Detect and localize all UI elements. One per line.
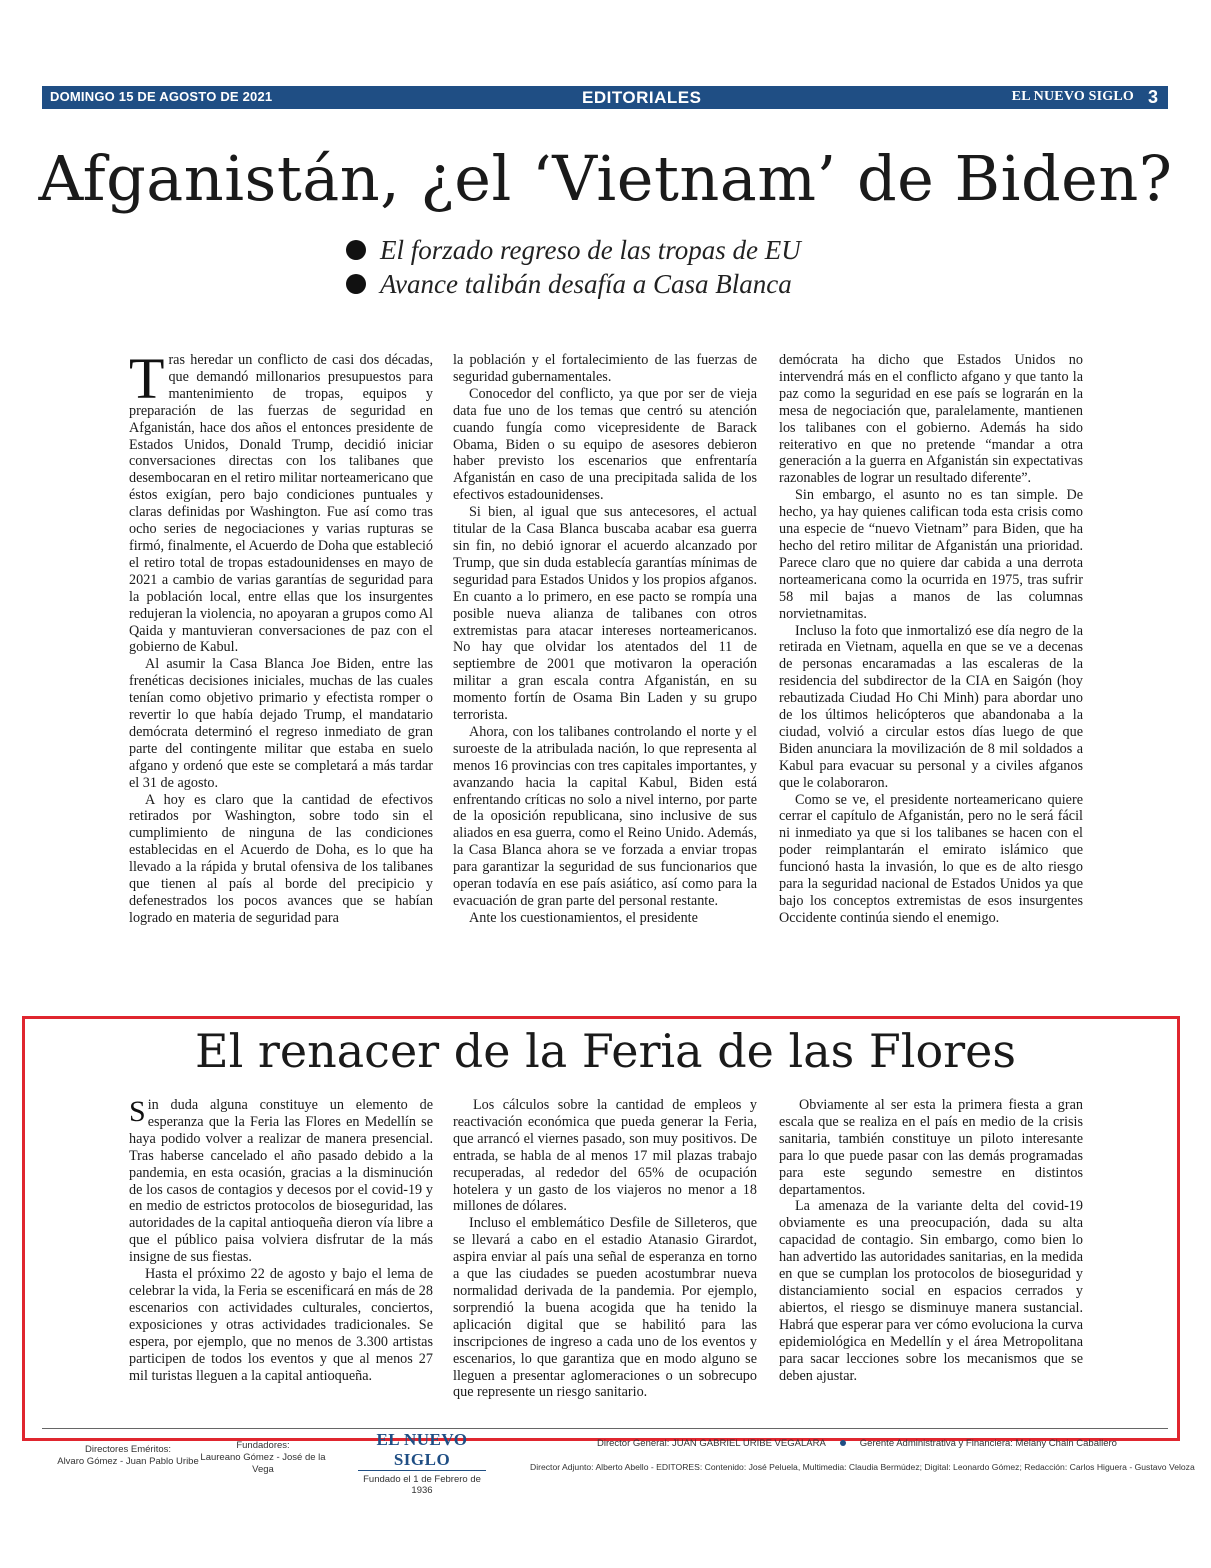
- paragraph: Ante los cuestionamientos, el presidente: [469, 909, 698, 926]
- paragraph: demócrata ha dicho que Estados Unidos no intervendrá más en el conflicto afgano y que tanto la paz como la seguridad en ese país se lograrán en la mesa de negociación que, paralelamente, mantienen los talibanes con el gobierno. Además ha sido reiterativo en que no pretende “mandar a otra generación a la guerra en Afganistán sin expectativas razonables de lograr un resultado diferente”.: [779, 352, 1083, 487]
- paragraph: Sin embargo, el asunto no es tan simple. De hecho, ya hay quienes califican toda esta crisis como una especie de “nuevo Vietnam” para Biden, que ha hecho del retiro militar de Afganistán una prioridad. Parece claro que no quiere dar cabida a una derrota norteamericana como la ocurrida en 1975, tras sufrir 58 mil bajas a manos de las columnas norvietnamitas.: [779, 487, 1083, 622]
- paragraph: Tras heredar un conflicto de casi dos décadas, que demandó millonarios presupuestos para mantenimiento de tropas, equipos y preparación de las fuerzas de seguridad en Afganistán, hace dos años el entonces presidente de Estados Unidos, Donald Trump, decidió iniciar conversaciones directas con los talibanes que desembocaran en el retiro militar norteamericano que éstos exigían, pero bajo condiciones puntuales y claras definidas por Washington. Fue así como tras ocho series de negociaciones y varias rupturas se firmó, finalmente, el Acuerdo de Doha que estableció el retiro total de tropas estadounidenses en mayo de 2021 a cambio de varias garantías de seguridad para la población local, entre ellas que los insurgentes redujeran la violencia, no apoyaran a grupos como Al Qaida y mantuvieran conversaciones de paz con el gobierno de Kabul.: [129, 346, 433, 656]
- fundadores: Fundadores: Laureano Gómez - José de la Vega: [200, 1440, 326, 1475]
- paragraph: A hoy es claro que la cantidad de efectivos retirados por Washington, sobre todo sin el cumplimiento de ninguna de las condiciones establecidas en el Acuerdo de Doha, es lo que ha llevado a la rápida y brutal ofensiva de los talibanes que tienen al país al borde del precipicio y defenestrados los pocos avances que se habían logrado en materia de seguridad para: [129, 791, 433, 926]
- paragraph: Al asumir la Casa Blanca Joe Biden, entre las frenéticas decisiones iniciales, muchas de las cuales tenían como objetivo primario y efectista romper o revertir lo que había dejado Trump, el mandatario demócrata determinó el regreso inmediato de gran parte del contingente militar que estaba en suelo afgano y ordenó que este se completará a más tardar el 31 de agosto.: [129, 656, 433, 791]
- staff-line-2: Director Adjunto: Alberto Abello - EDITORES: Contenido: José Peluela, Multimedia: Claudia Bermúdez; Digital: Leonardo Gómez; Redacción: Carlos Higuera - Gustavo Veloza: [530, 1462, 1195, 1472]
- paragraph: Si bien, al igual que sus antecesores, el actual titular de la Casa Blanca buscaba acabar esa guerra sin fin, no debió ignorar el acuerdo alcanzado por Trump, que sin duda establecía garantías mínimas de seguridad para Estados Unidos y los propios afganos. En cuanto a lo primero, en ese pacto se rompía una posible nueva alianza de talibanes con otros extremistas para atacar intereses norteamericanos. No hay que olvidar los atentados del 11 de septiembre de 2001 que motivaron la operación militar a gran escala contra Afganistán, en su momento fortín de Osama Bin Laden y su grupo terrorista.: [453, 504, 757, 724]
- header-bar: [42, 86, 1168, 109]
- paper-name: EL NUEVO SIGLO: [1011, 89, 1134, 104]
- paragraph: Sin duda alguna constituye un elemento de esperanza que la Feria las Flores en Medellín se haya podido volver a realizar de manera presencial. Tras haberse cancelado el año pasado debido a la pandemia, en esta ocasión, gracias a la disminución de los casos de contagios y decesos por el covid-19 y en medio de estrictos protocolos de bioseguridad, las autoridades de la capital antioqueña dieron vía libre a que el público paisa volviera disfrutar de la más insigne de sus fiestas.: [129, 1095, 433, 1266]
- editorial-2-headline: El renacer de la Feria de las Flores: [195, 1024, 1016, 1078]
- bullet-icon: [346, 240, 366, 260]
- paragraph: Hasta el próximo 22 de agosto y bajo el lema de celebrar la vida, la Feria se escenificará en más de 28 escenarios con actividades culturales, conciertos, exposiciones y otras actividades tradicionales. Se espera, por ejemplo, que no menos de 3.300 artistas participen de todos los eventos y que al menos 27 mil turistas lleguen a la capital antioqueña.: [129, 1266, 433, 1384]
- footer-divider: [42, 1428, 1168, 1429]
- editorial-1-column-2: [453, 352, 757, 927]
- editorial-1-column-3: [779, 352, 1083, 927]
- bullet-icon: [346, 274, 366, 294]
- paragraph: Ahora, con los talibanes controlando el norte y el suroeste de la atribulada nación, lo que representa al menos 16 provincias con tres capitales importantes, y avanzando hacia la capital Kabul, Biden está enfrentando críticas no solo a nivel interno, por parte de la oposición republicana, sino inclusive de sus aliados en esa guerra, como el Reino Unido. Además, la Casa Blanca ahora se ve forzada a enviar tropas para garantizar la seguridad de sus funcionarios que operan todavía en ese país asiático, así como para la evacuación de gran parte del personal restante.: [453, 723, 757, 909]
- subhead: [346, 233, 946, 267]
- paragraph: Incluso el emblemático Desfile de Silleteros, que se llevará a cabo en el estadio Atanasio Girardot, aspira enviar al país una señal de esperanza en torno a que las ciudades se pueden acostumbrar nueva normalidad derivada de la pandemia. Por ejemplo, sorprendió la buena acogida que ha tenido la aplicación digital que se habilitó para las inscripciones de ingreso a cada uno de los eventos y escenarios, lo que garantiza que en modo alguno se lleguen a presentar aglomeraciones o un sobrecupo que represente un riesgo sanitario.: [453, 1215, 757, 1401]
- editorial-2-column-1: [129, 1097, 433, 1384]
- separator-dot-icon: [840, 1440, 846, 1446]
- issue-date: DOMINGO 15 DE AGOSTO DE 2021: [50, 89, 273, 104]
- editorial-1-subheads: [346, 233, 946, 301]
- paragraph: Obviamente al ser esta la primera fiesta a gran escala que se realiza en el país en medio de la crisis sanitaria, también constituye un piloto interesante para lo que puede pasar con las demás programadas para este segundo semestre en distintos departamentos.: [779, 1097, 1083, 1198]
- directores-emeritos: Directores Eméritos: Alvaro Gómez - Juan Pablo Uribe: [57, 1444, 199, 1467]
- paragraph: Como se ve, el presidente norteamericano quiere cerrar el capítulo de Afganistán, pero no le será fácil ni inmediato ya que si los talibanes se hacen con el poder reimplantarán el emirato islámico que funcionó hasta la invasión, lo que es de alto riesgo para la seguridad nacional de Estados Unidos ya que bajo los conceptos extremistas de esos insurgentes Occidente continúa siendo el enemigo.: [779, 791, 1083, 926]
- editorial-1-headline: Afganistán, ¿el ‘Vietnam’ de Biden?: [38, 142, 1173, 215]
- paragraph: La amenaza de la variante delta del covid-19 obviamente es una preocupación, dada su alta capacidad de contagio. Sin embargo, como bien lo han advertido las autoridades sanitarias, en la medida en que se cumplan los protocolos de bioseguridad y distanciamiento social en espacios cerrados y abiertos, el riesgo se disminuye manera sustancial. Habrá que esperar para ver cómo evoluciona la curva epidemiológica en Medellín y el área Metropolitana para sacar lecciones sobre los mecanismos que se deben ajustar.: [779, 1198, 1083, 1384]
- paragraph: Incluso la foto que inmortalizó ese día negro de la retirada en Vietnam, aquella en que se ve a decenas de personas encaramadas a las escaleras de la residencia del subdirector de la CIA en Saigón (hoy rebautizada Ciudad Ho Chi Minh) para abordar uno de los últimos helicópteros que abandonaba a la ciudad, volvió a circular estos días luego de que Biden anunciara la movilización de 8 mil soldados a Kabul para evacuar su personal y a civiles afganos que le colaboraron.: [779, 622, 1083, 791]
- paragraph: Conocedor del conflicto, ya que por ser de vieja data fue uno de los temas que centró su atención cuando fungía como vicepresidente de Barack Obama, Biden o su equipo de asesores debieron haber previsto los escenarios que enfrentaría Afganistán en caso de una precipitada salida de los efectivos estadounidenses.: [453, 385, 757, 504]
- drop-cap: S: [129, 1095, 146, 1128]
- subhead-text: El forzado regreso de las tropas de EU: [380, 234, 801, 265]
- subhead-text: Avance talibán desafía a Casa Blanca: [380, 268, 792, 299]
- staff-line-1: Director General: JUAN GABRIEL URIBE VEGALARA Gerente Administrativa y Financiera: Melany Chain Caballero: [597, 1438, 1117, 1449]
- editorial-1-column-1: [129, 346, 433, 927]
- masthead-footer: [0, 1430, 1211, 1496]
- footer-logo: EL NUEVO SIGLO Fundado el 1 de Febrero de 1936: [358, 1430, 486, 1496]
- paragraph: la población y el fortalecimiento de las fuerzas de seguridad gubernamentales.: [453, 352, 757, 385]
- subhead: [346, 267, 946, 301]
- editorial-2-column-3: [779, 1097, 1083, 1384]
- editorial-2-column-2: [453, 1097, 757, 1401]
- page-number: 3: [1147, 87, 1158, 107]
- paragraph: Los cálculos sobre la cantidad de empleos y reactivación económica que pueda generar la Feria, que arrancó el viernes pasado, son muy positivos. De entrada, se habla de al menos 17 mil plazas trabajo recuperadas, al rededor del 65% de ocupación hotelera y un gasto de los viajeros no menor a 18 millones de dólares.: [453, 1097, 757, 1215]
- drop-cap: T: [129, 346, 165, 411]
- section-title: EDITORIALES: [582, 88, 702, 107]
